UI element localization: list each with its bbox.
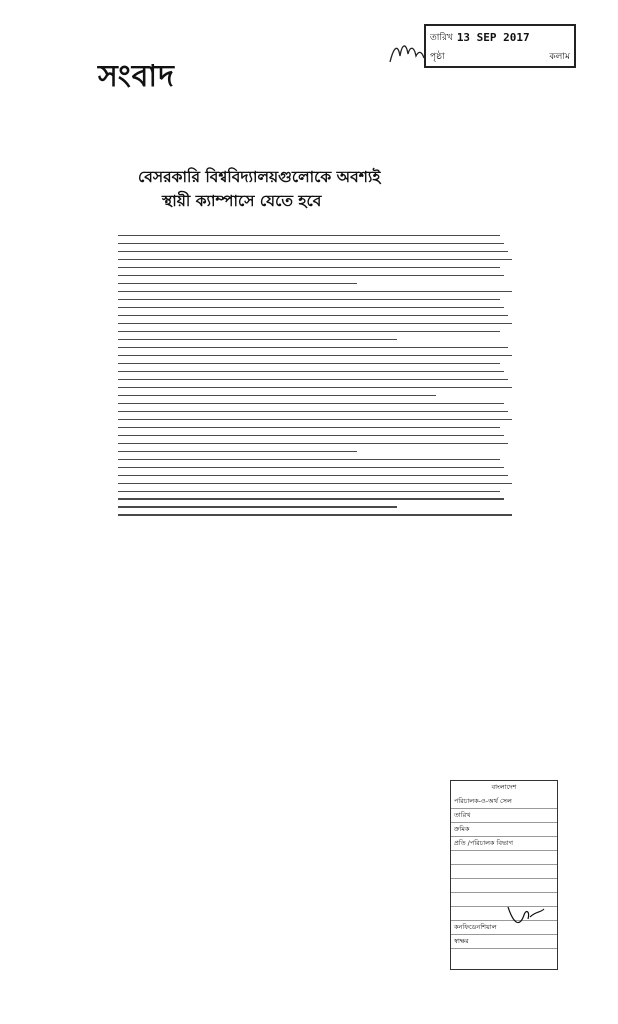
form-row	[451, 865, 557, 879]
article-text-line	[118, 347, 508, 348]
article-text-line	[118, 251, 508, 252]
article-text-line	[118, 419, 512, 420]
article-text-line	[118, 355, 512, 356]
article-text-line	[118, 291, 512, 292]
article-text-line	[118, 339, 397, 340]
article-text-line	[118, 427, 500, 428]
signature-icon	[506, 901, 546, 931]
article-text-line	[118, 491, 500, 492]
article-text-line	[118, 379, 508, 380]
article-text-line	[118, 459, 500, 460]
form-row: তারিখ	[451, 809, 557, 823]
article-text-line	[118, 443, 508, 444]
article-text-line	[118, 371, 504, 372]
article-text-line	[118, 403, 504, 404]
article-text-line	[118, 275, 504, 276]
article-text-line	[118, 506, 397, 507]
headline-line-2: স্থায়ী ক্যাম্পাসে যেতে হবে	[162, 192, 322, 210]
processing-form	[450, 780, 558, 970]
article-text-line	[118, 283, 357, 284]
article-text-line	[118, 307, 504, 308]
article-text-line	[118, 363, 500, 364]
stamp-date-label: তারিখ	[430, 33, 453, 43]
stamp-date: 13 SEP 2017	[456, 31, 530, 44]
form-header: বাংলাদেশ	[491, 783, 517, 791]
article-text-line	[118, 331, 500, 332]
stamp-page-label: পৃষ্ঠা	[430, 52, 445, 62]
form-row: ক্রমিক	[451, 823, 557, 837]
article-text-line	[118, 299, 500, 300]
article-text-line	[118, 259, 512, 260]
article-text-line	[118, 323, 512, 324]
article-text-line	[118, 243, 504, 244]
article-text-line	[118, 411, 508, 412]
article-text-line	[118, 451, 357, 452]
article-headline	[138, 165, 516, 213]
article-text-line	[118, 387, 512, 388]
article-text-line	[118, 235, 500, 236]
article-text-line	[118, 498, 504, 499]
form-row: স্বাক্ষর	[451, 935, 557, 949]
form-row: কনফিডেনশিয়াল	[451, 921, 557, 935]
hand-signature-icon	[386, 38, 426, 68]
article-text-line	[118, 467, 504, 468]
form-row: পরিচালক-ও-অর্থ সেল	[451, 795, 557, 809]
article-text-line	[118, 267, 500, 268]
form-row	[451, 879, 557, 893]
article-text-line	[118, 475, 508, 476]
received-date-stamp	[424, 24, 576, 68]
newspaper-masthead: সংবাদ	[98, 59, 175, 94]
article-text-line	[118, 514, 512, 515]
form-row: প্রতি /পরিচালক বিভাগ	[451, 837, 557, 851]
article-text-line	[118, 435, 504, 436]
stamp-column-label: কলাম	[549, 52, 570, 62]
form-row	[451, 851, 557, 865]
headline-line-1: বেসরকারি বিশ্ববিদ্যালয়গুলোকে অবশ্যই	[138, 168, 381, 186]
article-body	[118, 235, 516, 522]
article-text-line	[118, 315, 508, 316]
article-text-line	[118, 395, 436, 396]
article-text-line	[118, 483, 512, 484]
newspaper-clipping	[118, 165, 516, 548]
